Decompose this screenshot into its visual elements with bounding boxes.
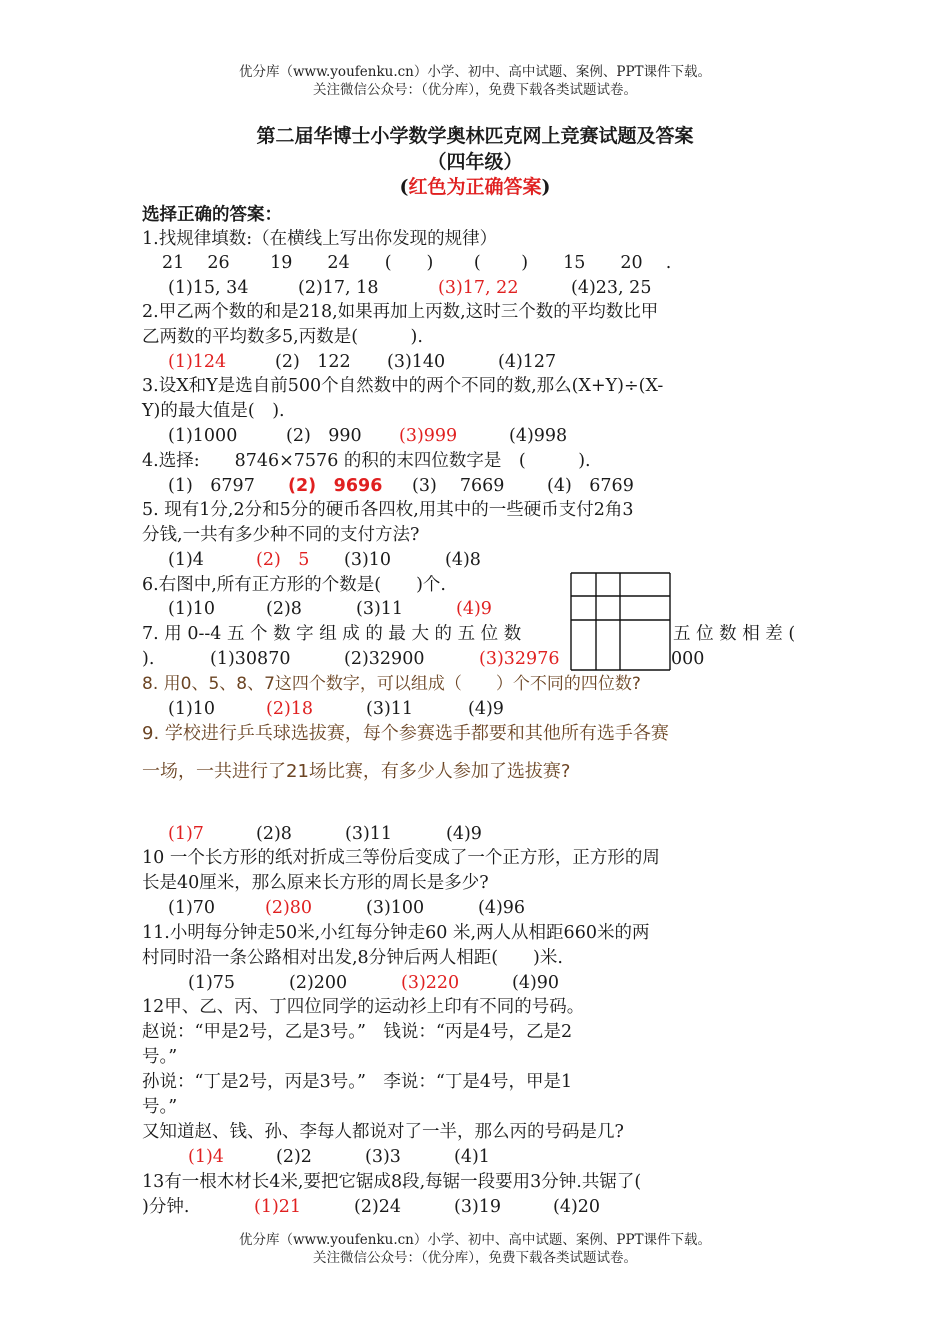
q12-stem: 12甲、乙、丙、丁四位同学的运动衫上印有不同的号码。 [142,997,585,1017]
q9-option-2: (2)8 [256,824,292,844]
q4-option-3: (3) 7669 [412,476,505,496]
q13-option-2: (2)24 [354,1197,402,1217]
q8-option-4: (4)9 [468,699,504,719]
q5-option-4: (4)8 [445,550,481,570]
q10-option-2: (2)80 [265,898,313,918]
q12-sun-li: 孙说：“丁是2号，丙是3号。” 李说：“丁是4号，甲是1 [142,1072,573,1092]
q12-sun-li-end: 号。” [142,1097,178,1117]
q2-option-3: (3)140 [387,352,446,372]
q10-option-4: (4)96 [478,898,526,918]
q7-line2: ). [142,649,155,669]
q10-option-3: (3)100 [366,898,425,918]
q7-option-1: (1)30870 [210,649,291,669]
q11-options [188,971,559,995]
q4-option-4: (4) 6769 [547,476,634,496]
grade-subtitle: （四年级） [427,151,523,173]
q9-stem-line1: 9. 学校进行乒乓球选拔赛，每个参赛选手都要和其他所有选手各赛 [142,723,669,744]
q6-stem: 6.右图中,所有正方形的个数是( )个. [142,575,446,595]
q8-options [168,697,504,721]
q13-option-3: (3)19 [454,1197,502,1217]
q4-stem: 4.选择: 8746×7576 的积的末四位数字是 ( ). [142,451,591,471]
section-heading: 选择正确的答案： [142,205,282,225]
q6-option-4: (4)9 [456,599,492,619]
page-footer-line1: 优分库（www.youfenku.cn）小学、初中、高中试题、案例、PPT课件下载。 [238,1232,712,1248]
q2-option-1: (1)124 [168,352,227,372]
q1-sequence: 21 26 19 24 ( ) ( ) 15 20 . [162,253,672,273]
q13-options [142,1195,600,1219]
q13-stem-line1: 13有一根木材长4米,要把它锯成8段,每锯一段要用3分钟.共锯了( [142,1172,642,1192]
q1-option-3: (3)17, 22 [438,278,519,298]
squares-figure [570,572,671,671]
q5-stem-line2: 分钱,一共有多少种不同的支付方法? [142,525,420,545]
q10-stem-line2: 长是40厘米，那么原来长方形的周长是多少? [142,873,489,893]
q8-option-1: (1)10 [168,699,216,719]
q9-option-3: (3)11 [345,824,393,844]
q13-stem-line2: )分钟. [142,1197,190,1217]
q3-option-4: (4)998 [509,426,568,446]
q1-option-1: (1)15, 34 [168,278,249,298]
q3-stem-line1: 3.设X和Y是选自前500个自然数中的两个不同的数,那么(X+Y)÷(X- [142,376,664,396]
q11-option-4: (4)90 [512,973,560,993]
q2-options [168,350,556,374]
q3-option-3: (3)999 [399,426,458,446]
q10-option-1: (1)70 [168,898,216,918]
q9-option-4: (4)9 [446,824,482,844]
q7-stem-right: 五 位 数 相 差 ( [673,624,796,644]
q12-option-2: (2)2 [276,1147,312,1167]
q8-option-3: (3)11 [366,699,414,719]
q12-zhao-qian: 赵说：“甲是2号，乙是3号。” 钱说：“丙是4号，乙是2 [142,1022,573,1042]
page-header-line2: 关注微信公众号：（优分库），免费下载各类试题试卷。 [313,82,637,98]
page-header-line1: 优分库（www.youfenku.cn）小学、初中、高中试题、案例、PPT课件下载。 [238,64,712,80]
q7-option-3: (3)32976 [479,649,560,669]
q6-option-3: (3)11 [356,599,404,619]
q1-options [168,276,651,300]
q5-stem-line1: 5. 现有1分,2分和5分的硬币各四枚,用其中的一些硬币支付2角3 [142,500,634,520]
q6-option-1: (1)10 [168,599,216,619]
q5-option-1: (1)4 [168,550,204,570]
page-footer-line2: 关注微信公众号：（优分库），免费下载各类试题试卷。 [313,1250,637,1266]
q5-option-3: (3)10 [344,550,392,570]
q10-options [168,896,525,920]
q3-options [168,424,567,448]
q4-options [168,474,634,498]
q5-option-2: (2) 5 [256,550,310,570]
q12-question: 又知道赵、钱、孙、李每人都说对了一半，那么丙的号码是几? [142,1122,624,1142]
q2-option-2: (2) 122 [275,352,351,372]
answer-note: (红色为正确答案) [399,176,551,198]
q11-stem-line1: 11.小明每分钟走50米,小红每分钟走60 米,两人从相距660米的两 [142,923,650,943]
q11-stem-line2: 村同时沿一条公路相对出发,8分钟后两人相距( )米. [142,948,563,968]
q3-option-2: (2) 990 [286,426,362,446]
q9-option-1: (1)7 [168,824,204,844]
q7-option-2: (2)32900 [344,649,425,669]
q9-options [168,822,482,846]
q12-option-1: (1)4 [188,1147,224,1167]
q13-option-1: (1)21 [254,1197,302,1217]
q1-option-2: (2)17, 18 [298,278,379,298]
q12-option-4: (4)1 [454,1147,490,1167]
q12-option-3: (3)3 [365,1147,401,1167]
q7-stem-left: 7. 用 0--4 五 个 数 字 组 成 的 最 大 的 五 位 数 [142,624,522,644]
q8-stem: 8. 用0、5、8、7这四个数字，可以组成（ ）个不同的四位数? [142,674,641,694]
q2-option-4: (4)127 [498,352,557,372]
q5-options [168,548,481,572]
q6-options [168,597,492,621]
q11-option-3: (3)220 [401,973,460,993]
q4-option-1: (1) 6797 [168,476,255,496]
q3-option-1: (1)1000 [168,426,238,446]
q6-option-2: (2)8 [266,599,302,619]
q13-option-4: (4)20 [553,1197,601,1217]
q11-option-2: (2)200 [289,973,348,993]
q2-stem-line2: 乙两数的平均数多5,丙数是( ). [142,327,423,347]
q9-stem-line2: 一场，一共进行了21场比赛，有多少人参加了选拔赛? [142,761,571,782]
q7-options [142,647,559,671]
q12-zhao-qian-end: 号。” [142,1047,178,1067]
q12-options [188,1145,490,1169]
q7-option-4-tail: 000 [671,649,705,669]
q1-option-4: (4)23, 25 [571,278,652,298]
q3-stem-line2: Y)的最大值是( ). [142,401,285,421]
page-title: 第二届华博士小学数学奥林匹克网上竞赛试题及答案 [256,125,694,147]
q8-option-2: (2)18 [266,699,314,719]
q1-stem: 1.找规律填数:（在横线上写出你发现的规律） [142,229,498,249]
q11-option-1: (1)75 [188,973,236,993]
q2-stem-line1: 2.甲乙两个数的和是218,如果再加上丙数,这时三个数的平均数比甲 [142,302,659,322]
q4-option-2: (2) 9696 [288,476,383,496]
q10-stem-line1: 10 一个长方形的纸对折成三等份后变成了一个正方形，正方形的周 [142,848,660,868]
